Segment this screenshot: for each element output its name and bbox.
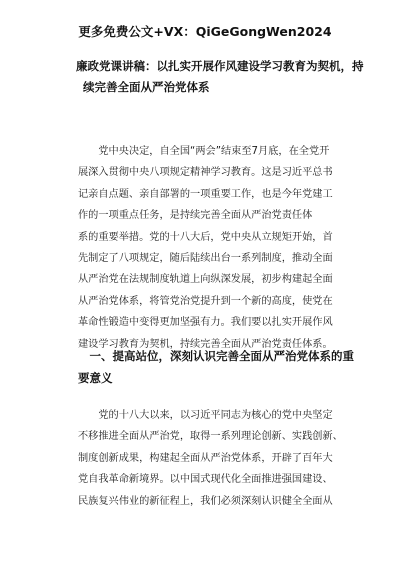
heading-line-2: 要意义 xyxy=(78,371,113,385)
heading-line-1: 一、提高站位，深刻认识完善全面从严治党体系的重 xyxy=(78,349,354,363)
paragraph-line: 从严治党在法规制度轨道上向纵深发展，初步构建起全面 xyxy=(78,274,333,286)
paragraph-2 xyxy=(78,405,350,512)
title-line-2: 续完善全面从严治党体系 xyxy=(83,80,210,94)
section-heading xyxy=(78,345,353,389)
paragraph-line: 先制定了八项规定，随后陆续出台一系列制度，推动全面 xyxy=(78,253,333,265)
paragraph-line: 党中央决定，自全国“两会”结束至7月底，在全党开 xyxy=(78,146,330,157)
title-line-1: 廉政党课讲稿：以扎实开展作风建设学习教育为契机，持 xyxy=(76,59,364,73)
paragraph-line: 作的一项重点任务，是持续完善全面从严治党责任体 xyxy=(78,210,313,222)
paragraph-line: 党自我革命新境界。以中国式现代化全面推进强国建设、 xyxy=(78,474,333,486)
paragraph-line: 党的十八大以来，以习近平同志为核心的党中央坚定 xyxy=(78,410,333,421)
document-title xyxy=(76,56,366,98)
paragraph-line: 从严治党体系，将管党治党提升到一个新的高度，使党在 xyxy=(78,295,333,307)
paragraph-line: 记亲自点题、亲自部署的一项重要工作，也是今年党建工 xyxy=(78,188,333,200)
watermark-header: 更多免费公文+VX：QiGeGongWen2024 xyxy=(78,24,332,39)
paragraph-line: 系的重要举措。党的十八大后，党中央从立规矩开始，首 xyxy=(78,231,333,243)
paragraph-line: 展深入贯彻中央八项规定精神学习教育。这是习近平总书 xyxy=(78,167,333,179)
paragraph-line: 建设学习教育为契机，持续完善全面从严治党责任体系。 xyxy=(78,338,333,350)
paragraph-line: 制度创新成果，构建起全面从严治党体系，开辟了百年大 xyxy=(78,452,333,464)
paragraph-line: 革命性锻造中变得更加坚强有力。我们要以扎实开展作风 xyxy=(78,317,333,329)
paragraph-line: 不移推进全面从严治党，取得一系列理论创新、实践创新、 xyxy=(78,431,343,443)
paragraph-1 xyxy=(78,141,350,355)
paragraph-line: 民族复兴伟业的新征程上，我们必须深刻认识健全全面从 xyxy=(78,495,333,507)
